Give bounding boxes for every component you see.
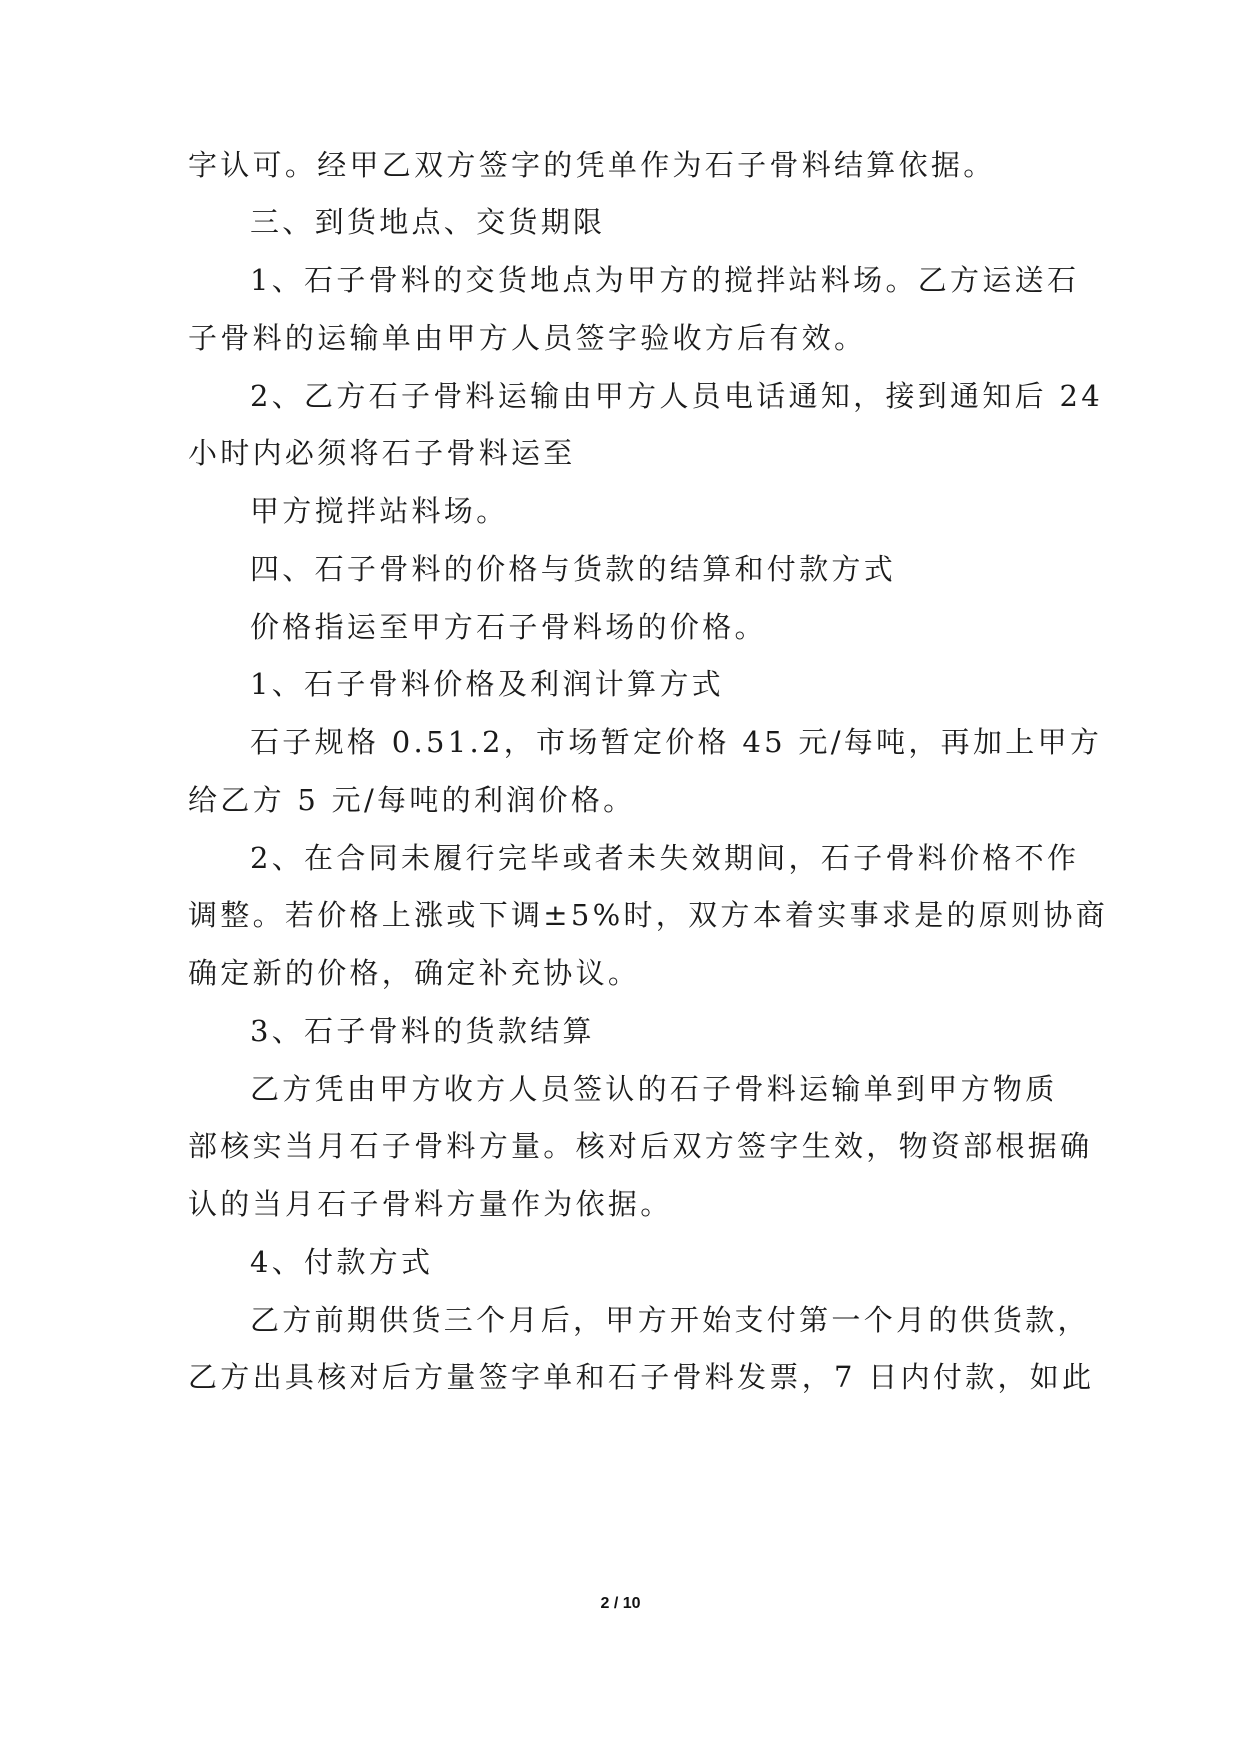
- text-line: 确定新的价格，确定补充协议。: [188, 956, 641, 990]
- text-line: 2、乙方石子骨料运输由甲方人员电话通知，接到通知后 24: [250, 379, 1103, 413]
- text-line: 价格指运至甲方石子骨料场的价格。: [250, 610, 767, 644]
- text-line: 小时内必须将石子骨料运至: [188, 436, 576, 470]
- text-line: 3、石子骨料的货款结算: [250, 1014, 595, 1048]
- text-line: 乙方出具核对后方量签字单和石子骨料发票，7 日内付款，如此: [188, 1360, 1095, 1394]
- text-line: 子骨料的运输单由甲方人员签字验收方后有效。: [188, 321, 867, 355]
- text-line: 认的当月石子骨料方量作为依据。: [188, 1187, 673, 1221]
- text-line: 2、在合同未履行完毕或者未失效期间，石子骨料价格不作: [250, 841, 1080, 875]
- text-line: 字认可。经甲乙双方签字的凭单作为石子骨料结算依据。: [188, 148, 996, 182]
- text-line: 1、石子骨料价格及利润计算方式: [250, 667, 724, 701]
- text-line: 4、付款方式: [250, 1245, 434, 1279]
- section-heading: 四、石子骨料的价格与货款的结算和付款方式: [250, 552, 897, 586]
- text-line: 石子规格 0.51.2，市场暂定价格 45 元/每吨，再加上甲方: [250, 725, 1103, 759]
- text-line: 1、石子骨料的交货地点为甲方的搅拌站料场。乙方运送石: [250, 263, 1080, 297]
- text-line: 甲方搅拌站料场。: [250, 494, 509, 528]
- page-number: 2 / 10: [600, 1595, 641, 1612]
- text-line: 调整。若价格上涨或下调±5%时，双方本着实事求是的原则协商: [188, 898, 1109, 932]
- text-line: 部核实当月石子骨料方量。核对后双方签字生效，物资部根据确: [188, 1129, 1093, 1163]
- section-heading: 三、到货地点、交货期限: [250, 205, 606, 239]
- text-line: 给乙方 5 元/每吨的利润价格。: [188, 783, 636, 817]
- text-line: 乙方凭由甲方收方人员签认的石子骨料运输单到甲方物质: [250, 1072, 1058, 1106]
- text-line: 乙方前期供货三个月后，甲方开始支付第一个月的供货款，: [250, 1303, 1090, 1337]
